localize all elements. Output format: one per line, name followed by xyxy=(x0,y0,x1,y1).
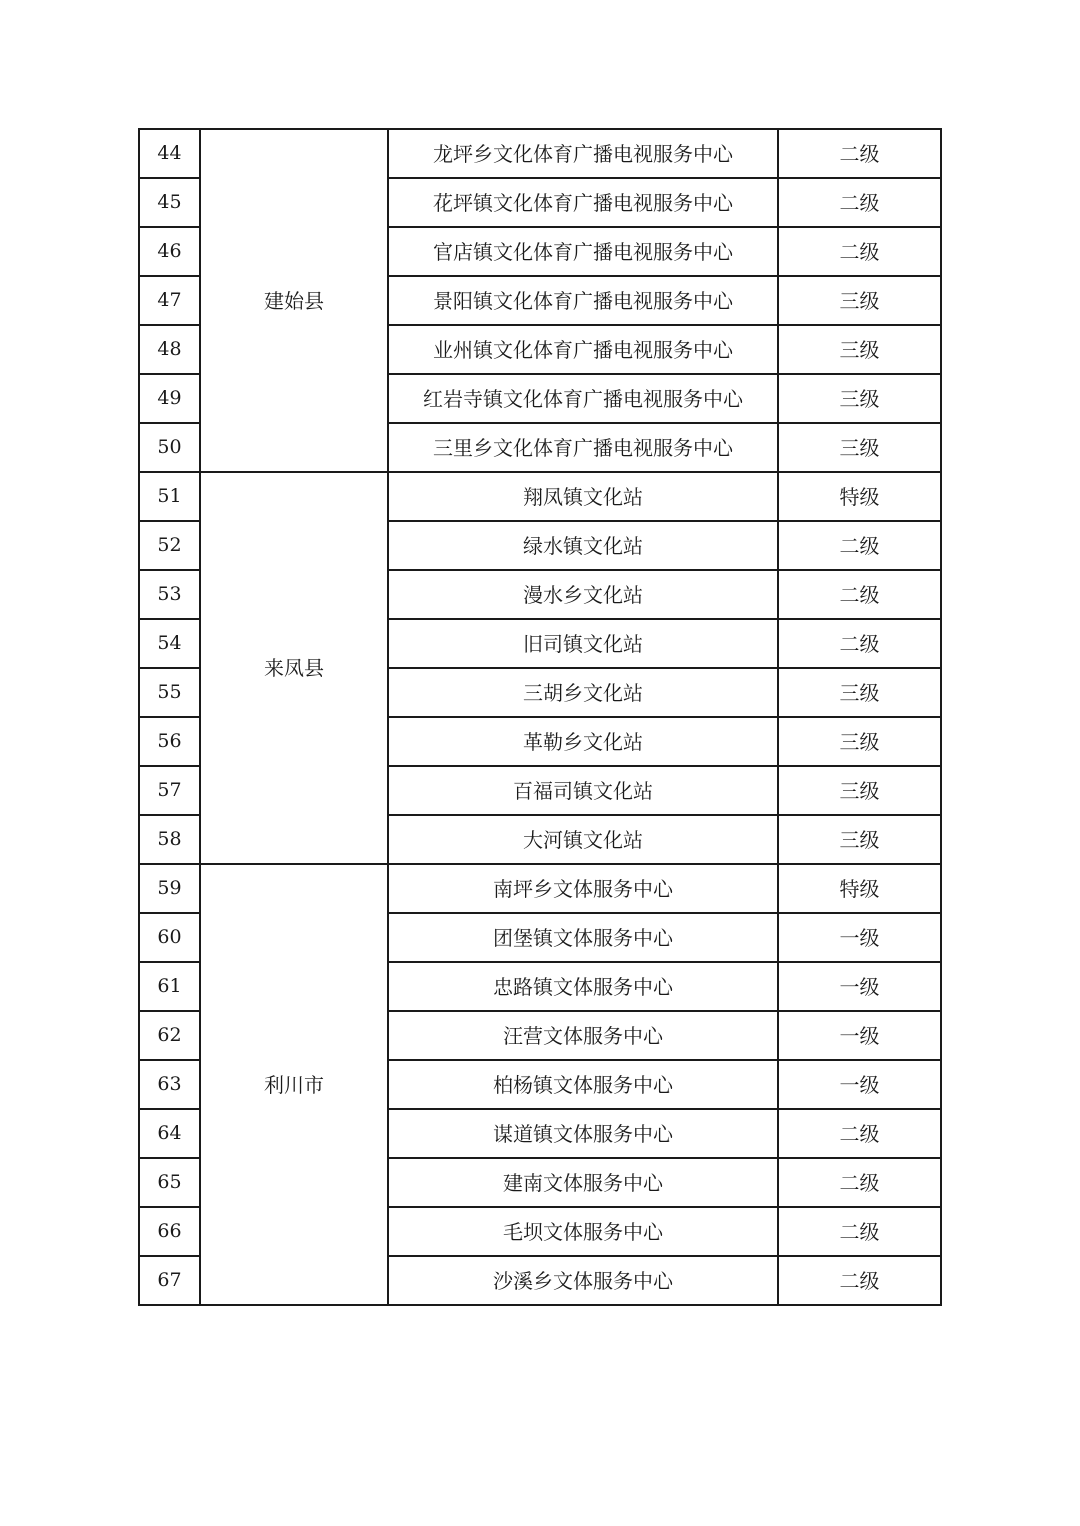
rating-level-cell: 三级 xyxy=(778,668,941,717)
rating-level-cell: 二级 xyxy=(778,1158,941,1207)
station-name-cell: 龙坪乡文化体育广播电视服务中心 xyxy=(388,129,778,178)
rating-level-cell: 三级 xyxy=(778,276,941,325)
station-name-cell: 毛坝文体服务中心 xyxy=(388,1207,778,1256)
county-cell: 来凤县 xyxy=(200,472,388,864)
row-number-cell: 54 xyxy=(139,619,200,668)
row-number-cell: 65 xyxy=(139,1158,200,1207)
station-name-cell: 革勒乡文化站 xyxy=(388,717,778,766)
station-name-cell: 漫水乡文化站 xyxy=(388,570,778,619)
rating-level-cell: 三级 xyxy=(778,325,941,374)
row-number-cell: 66 xyxy=(139,1207,200,1256)
row-number-cell: 63 xyxy=(139,1060,200,1109)
station-name-cell: 业州镇文化体育广播电视服务中心 xyxy=(388,325,778,374)
table-body xyxy=(139,129,941,1305)
rating-level-cell: 三级 xyxy=(778,717,941,766)
rating-level-cell: 特级 xyxy=(778,472,941,521)
rating-level-cell: 一级 xyxy=(778,962,941,1011)
station-name-cell: 三胡乡文化站 xyxy=(388,668,778,717)
station-name-cell: 三里乡文化体育广播电视服务中心 xyxy=(388,423,778,472)
county-cell: 利川市 xyxy=(200,864,388,1305)
row-number-cell: 55 xyxy=(139,668,200,717)
row-number-cell: 49 xyxy=(139,374,200,423)
rating-level-cell: 一级 xyxy=(778,913,941,962)
rating-level-cell: 三级 xyxy=(778,423,941,472)
rating-level-cell: 一级 xyxy=(778,1060,941,1109)
station-name-cell: 忠路镇文体服务中心 xyxy=(388,962,778,1011)
row-number-cell: 57 xyxy=(139,766,200,815)
station-name-cell: 建南文体服务中心 xyxy=(388,1158,778,1207)
row-number-cell: 45 xyxy=(139,178,200,227)
cultural-station-rating-table xyxy=(138,128,942,1306)
station-name-cell: 旧司镇文化站 xyxy=(388,619,778,668)
row-number-cell: 53 xyxy=(139,570,200,619)
rating-level-cell: 二级 xyxy=(778,1109,941,1158)
station-name-cell: 景阳镇文化体育广播电视服务中心 xyxy=(388,276,778,325)
station-name-cell: 翔凤镇文化站 xyxy=(388,472,778,521)
row-number-cell: 58 xyxy=(139,815,200,864)
rating-level-cell: 二级 xyxy=(778,619,941,668)
rating-level-cell: 三级 xyxy=(778,815,941,864)
station-name-cell: 红岩寺镇文化体育广播电视服务中心 xyxy=(388,374,778,423)
row-number-cell: 62 xyxy=(139,1011,200,1060)
rating-level-cell: 二级 xyxy=(778,570,941,619)
rating-level-cell: 二级 xyxy=(778,521,941,570)
row-number-cell: 48 xyxy=(139,325,200,374)
station-name-cell: 汪营文体服务中心 xyxy=(388,1011,778,1060)
rating-level-cell: 特级 xyxy=(778,864,941,913)
station-name-cell: 南坪乡文体服务中心 xyxy=(388,864,778,913)
row-number-cell: 52 xyxy=(139,521,200,570)
rating-level-cell: 二级 xyxy=(778,1256,941,1305)
rating-level-cell: 三级 xyxy=(778,374,941,423)
station-name-cell: 百福司镇文化站 xyxy=(388,766,778,815)
station-name-cell: 柏杨镇文体服务中心 xyxy=(388,1060,778,1109)
station-name-cell: 绿水镇文化站 xyxy=(388,521,778,570)
station-name-cell: 谋道镇文体服务中心 xyxy=(388,1109,778,1158)
station-name-cell: 花坪镇文化体育广播电视服务中心 xyxy=(388,178,778,227)
station-name-cell: 团堡镇文体服务中心 xyxy=(388,913,778,962)
row-number-cell: 47 xyxy=(139,276,200,325)
station-name-cell: 大河镇文化站 xyxy=(388,815,778,864)
rating-level-cell: 一级 xyxy=(778,1011,941,1060)
row-number-cell: 44 xyxy=(139,129,200,178)
row-number-cell: 60 xyxy=(139,913,200,962)
table-row xyxy=(139,864,941,913)
row-number-cell: 61 xyxy=(139,962,200,1011)
rating-level-cell: 二级 xyxy=(778,227,941,276)
row-number-cell: 64 xyxy=(139,1109,200,1158)
row-number-cell: 51 xyxy=(139,472,200,521)
station-name-cell: 官店镇文化体育广播电视服务中心 xyxy=(388,227,778,276)
rating-level-cell: 二级 xyxy=(778,1207,941,1256)
rating-level-cell: 二级 xyxy=(778,178,941,227)
row-number-cell: 67 xyxy=(139,1256,200,1305)
table-row xyxy=(139,472,941,521)
row-number-cell: 46 xyxy=(139,227,200,276)
row-number-cell: 56 xyxy=(139,717,200,766)
rating-level-cell: 三级 xyxy=(778,766,941,815)
table-row xyxy=(139,129,941,178)
station-name-cell: 沙溪乡文体服务中心 xyxy=(388,1256,778,1305)
row-number-cell: 59 xyxy=(139,864,200,913)
rating-level-cell: 二级 xyxy=(778,129,941,178)
row-number-cell: 50 xyxy=(139,423,200,472)
county-cell: 建始县 xyxy=(200,129,388,472)
